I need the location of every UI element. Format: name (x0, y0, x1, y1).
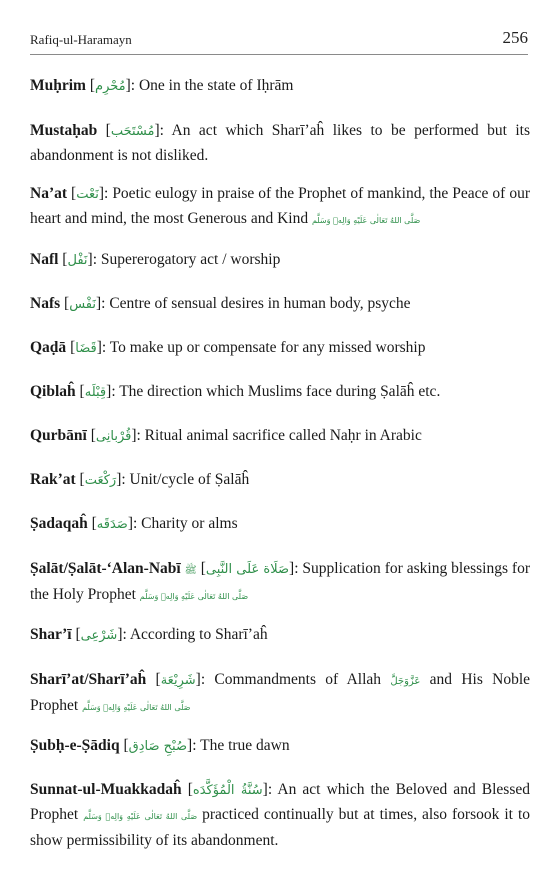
entry-definition: : Ritual animal sacrifice called Naḥr in Arabic (136, 427, 422, 444)
glossary-entry-naat: Na’at [نَعْت]: Poetic eulogy in praise of the Prophet of mankind, the Peace of our heart and mind, the most Generous and Kind صَلَّى اللهُ تَعَالٰى عَلَيْهِ وَالِهٖ وَسَلَّم (30, 185, 530, 227)
entry-term: Nafs (30, 295, 61, 312)
entry-definition: : To make up or compensate for any missed worship (101, 339, 426, 356)
entry-arabic: مُحْرِم (95, 79, 126, 94)
honorific-allah: عَزَّوَجَلَّ (390, 676, 421, 687)
entry-term: Rak’at (30, 471, 76, 488)
entry-term: Ṣalāt/Ṣalāt-‘Alan-Nabī (30, 560, 181, 577)
entry-definition: : Poetic eulogy in praise of the Prophet of mankind, the Peace of our heart and mind, the most Generous and Kind (30, 185, 530, 227)
glossary-entry-sunnat-ul-muakkadah: Sunnat-ul-Muakkadaĥ [سُنَّةُ الْمُؤَكَّدَه]: An act which the Beloved and Blessed Prophet صَلَّى اللهُ تَعَالٰى عَلَيْهِ وَالِهٖ وَسَلَّم practiced continually but at times, also forsook it to show permissibility of its abandonment. (30, 781, 531, 849)
entry-term: Ṣubḥ-e-Ṣādiq (30, 737, 120, 754)
entry-arabic: مُسْتَحَب (110, 124, 155, 139)
entry-arabic: صُبْحِ صَادِق (128, 739, 188, 754)
entry-definition-continued: and His Noble Prophet (30, 671, 531, 714)
glossary-entry-nafs: Nafs [نَفْس]: Centre of sensual desires in human body, psyche (30, 295, 411, 312)
page-number: 256 (502, 28, 528, 47)
entry-definition: : Supererogatory act / worship (92, 251, 281, 268)
entry-term: Ṣadaqaĥ (30, 515, 88, 532)
entry-arabic: شَرْعِی (80, 628, 118, 643)
glossary-entry-muhrim: Muḥrim [مُحْرِم]: One in the state of Iḥrām (30, 77, 294, 94)
entry-definition: : The true dawn (192, 737, 290, 754)
entry-term: Na’at (30, 185, 68, 202)
entry-definition: : The direction which Muslims face during Ṣalāĥ etc. (111, 383, 441, 400)
honorific-salutation: صَلَّى اللهُ تَعَالٰى عَلَيْهِ وَالِهٖ وَسَلَّم (82, 703, 191, 712)
honorific-salutation: صَلَّى اللهُ تَعَالٰى عَلَيْهِ وَالِهٖ وَسَلَّم (139, 592, 249, 601)
entry-definition: : One in the state of Iḥrām (130, 77, 294, 94)
glossary-entry-shariat: Sharī’at/Sharī’aĥ [شَرِيْعَة]: Commandments of Allah عَزَّوَجَلَّ and His Noble Prophet صَلَّى اللهُ تَعَالٰى عَلَيْهِ وَالِهٖ وَسَلَّم (30, 671, 531, 714)
entry-arabic: رَكْعَت (84, 473, 117, 488)
entry-term: Mustaḥab (30, 122, 98, 139)
entry-definition: : Charity or alms (133, 515, 238, 532)
entry-arabic: سُنَّةُ الْمُؤَكَّدَه (192, 783, 263, 798)
entry-definition: : Supplication for asking blessings for the Holy Prophet (30, 560, 530, 603)
entry-definition: : According to Sharī’aĥ (122, 626, 268, 643)
glossary-entry-nafl: Nafl [نَفْل]: Supererogatory act / worship (30, 251, 281, 268)
entry-definition: : Centre of sensual desires in human body, psyche (101, 295, 411, 312)
entry-term: Qaḍā (30, 339, 67, 356)
entry-arabic: قَضَا (75, 341, 97, 356)
entry-definition: : Commandments of Allah (200, 671, 382, 688)
entry-arabic: قِبْلَه (84, 385, 107, 400)
glossary-entry-salat-alan-nabi: Ṣalāt/Ṣalāt-‘Alan-Nabī ﷺ [صَلَاة عَلَى النَّبِی]: Supplication for asking blessings for the Holy Prophet صَلَّى اللهُ تَعَالٰى عَلَيْهِ وَالِهٖ وَسَلَّم (30, 560, 530, 603)
entry-arabic: شَرِيْعَة (160, 673, 196, 688)
honorific-salutation: صَلَّى اللهُ تَعَالٰى عَلَيْهِ وَالِهٖ وَسَلَّم (83, 812, 198, 821)
entry-arabic: نَعْت (76, 187, 99, 202)
glossary-entry-qurbani: Qurbānī [قُرْبانِی]: Ritual animal sacrifice called Naḥr in Arabic (30, 427, 422, 444)
glossary-entry-subh-e-sadiq: Ṣubḥ-e-Ṣādiq [صُبْحِ صَادِق]: The true dawn (30, 737, 290, 754)
entry-definition: : An act which Sharī’aĥ likes to be performed but its abandonment is not disliked. (30, 122, 530, 164)
honorific-salutation: صَلَّى اللهُ تَعَالٰى عَلَيْهِ وَالِهٖ وَسَلَّم (311, 216, 421, 225)
entry-arabic: قُرْبانِی (95, 429, 132, 444)
page-header (30, 28, 528, 55)
entry-term: Muḥrim (30, 77, 86, 94)
glossary-entry-mustahab: Mustaḥab [مُسْتَحَب]: An act which Sharī’aĥ likes to be performed but its abandonment is not disliked. (30, 122, 530, 164)
glossary-entry-rakat: Rak’at [رَكْعَت]: Unit/cycle of Ṣalāĥ (30, 471, 250, 488)
entry-term: Sharī’at/Sharī’aĥ (30, 671, 147, 688)
entry-arabic: صَلَاة عَلَى النَّبِی (205, 562, 290, 577)
glossary-entry-qiblah: Qiblaĥ [قِبْلَه]: The direction which Muslims face during Ṣalāĥ etc. (30, 383, 441, 400)
entry-term: Sunnat-ul-Muakkadaĥ (30, 781, 182, 798)
entry-term: Nafl (30, 251, 59, 268)
running-title: Rafiq-ul-Haramayn (30, 32, 132, 47)
entry-term: Qurbānī (30, 427, 87, 444)
entry-definition: : An act which the Beloved and Blessed Prophet (30, 781, 531, 823)
glossary-entry-qada: Qaḍā [قَضَا]: To make up or compensate for any missed worship (30, 339, 426, 356)
entry-definition-continued: practiced continually but at times, also forsook it to show permissibility of its abandonment. (30, 806, 531, 849)
entry-definition: : Unit/cycle of Ṣalāĥ (121, 471, 250, 488)
entry-arabic: نَفْس (69, 297, 96, 312)
glossary-entry-shari: Shar’ī [شَرْعِی]: According to Sharī’aĥ (30, 626, 268, 643)
glossary-entry-sadaqah: Ṣadaqaĥ [صَدَقَه]: Charity or alms (30, 515, 238, 532)
entry-term: Qiblaĥ (30, 383, 76, 400)
term-honorific: ﷺ (184, 565, 197, 576)
entry-arabic: نَفْل (67, 253, 88, 268)
entry-arabic: صَدَقَه (96, 517, 128, 532)
entry-term: Shar’ī (30, 626, 72, 643)
